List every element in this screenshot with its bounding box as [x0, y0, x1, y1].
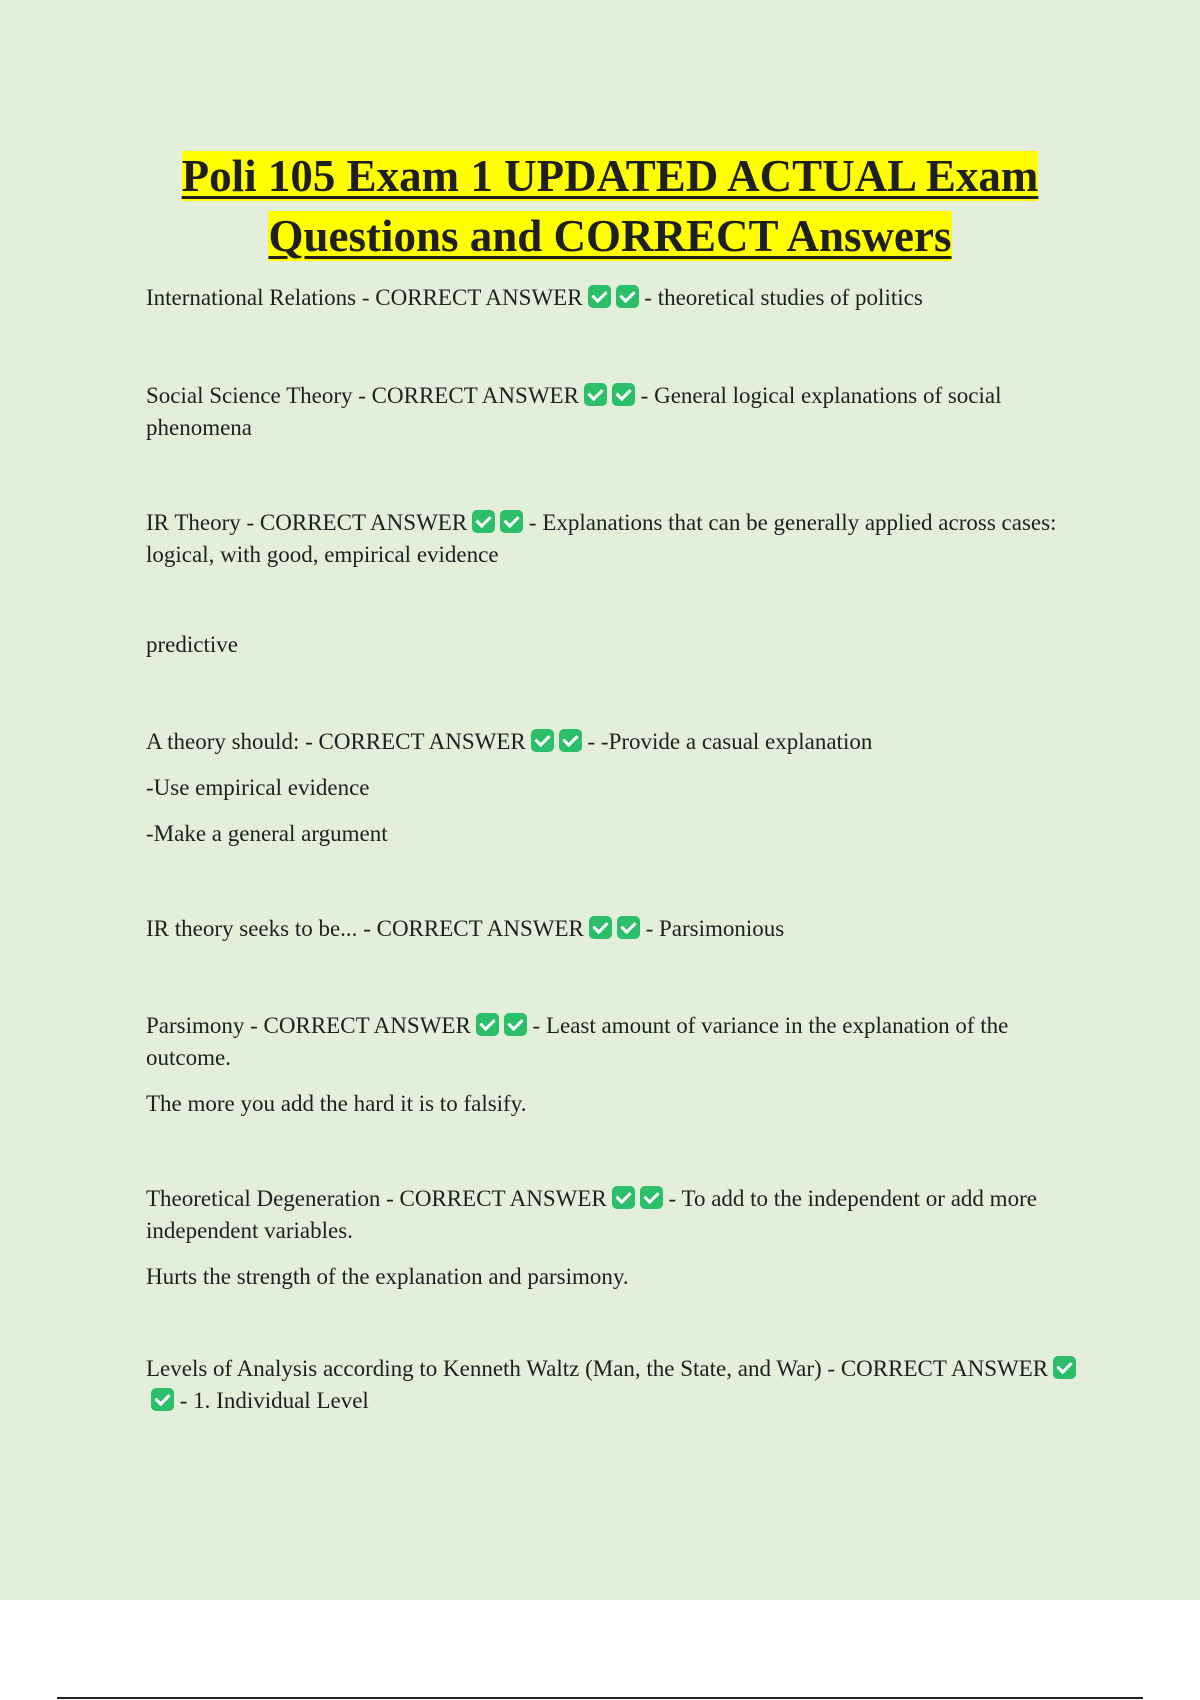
entry-term: International Relations	[146, 285, 357, 310]
check-box-icon	[617, 916, 640, 939]
check-box-icon	[476, 1013, 499, 1036]
check-box-icon	[640, 1186, 663, 1209]
entry-extra-line: predictive	[146, 632, 238, 657]
document-title	[130, 146, 1090, 266]
qa-list	[146, 282, 1096, 1417]
check-box-icon	[589, 916, 612, 939]
entry-extra-line: The more you add the hard it is to falsify.	[146, 1091, 527, 1116]
correct-answer-marker: - CORRECT ANSWER	[246, 510, 468, 535]
check-box-icon	[1053, 1356, 1076, 1379]
entry-parsimony	[146, 1010, 1096, 1074]
correct-answer-marker: - CORRECT ANSWER	[305, 729, 526, 754]
entry-ir-theory-seeks	[146, 913, 1096, 945]
entry-extra-line: -Use empirical evidence	[146, 775, 370, 800]
entry-term: Levels of Analysis according to Kenneth Waltz (Man, the State, and War)	[146, 1356, 822, 1381]
entry-term: A theory should:	[146, 729, 300, 754]
title-line-1: Poli 105 Exam 1 UPDATED ACTUAL Exam	[181, 151, 1039, 201]
check-box-icon	[531, 729, 554, 752]
entry-answer: - 1. Individual Level	[179, 1388, 369, 1413]
correct-answer-marker: - CORRECT ANSWER	[361, 285, 583, 310]
check-box-icon	[612, 383, 635, 406]
check-box-icon	[588, 285, 611, 308]
correct-answer-marker: - CORRECT ANSWER	[250, 1013, 471, 1038]
correct-answer-marker: - CORRECT ANSWER	[363, 916, 584, 941]
check-box-icon	[584, 383, 607, 406]
entry-answer: - -Provide a casual explanation	[587, 729, 873, 754]
entry-social-science-theory	[146, 380, 1096, 444]
check-box-icon	[472, 510, 495, 533]
entry-answer: - Explanations that can be generally applied across cases: logical, with good, empirical evidence	[146, 510, 1057, 567]
check-box-icon	[612, 1186, 635, 1209]
entry-term: IR Theory	[146, 510, 241, 535]
check-box-icon	[500, 510, 523, 533]
entry-answer: - Least amount of variance in the explanation of the outcome.	[146, 1013, 1009, 1070]
entry-term: Parsimony	[146, 1013, 245, 1038]
title-line-2: Questions and CORRECT Answers	[268, 211, 952, 261]
entry-extra-line: Hurts the strength of the explanation and parsimony.	[146, 1264, 629, 1289]
entry-a-theory-should	[146, 726, 1096, 758]
entry-answer: - General logical explanations of social phenomena	[146, 383, 1002, 440]
entry-ir-theory	[146, 507, 1096, 571]
check-box-icon	[559, 729, 582, 752]
entry-answer: - Parsimonious	[645, 916, 785, 941]
check-box-icon	[616, 285, 639, 308]
entry-levels-of-analysis	[146, 1353, 1096, 1417]
entry-term: Theoretical Degeneration	[146, 1186, 381, 1211]
entry-theoretical-degeneration	[146, 1183, 1096, 1247]
check-box-icon	[504, 1013, 527, 1036]
correct-answer-marker: - CORRECT ANSWER	[358, 383, 579, 408]
entry-answer: - theoretical studies of politics	[644, 285, 923, 310]
entry-international-relations	[146, 282, 1096, 314]
correct-answer-marker: - CORRECT ANSWER	[386, 1186, 607, 1211]
footer-divider	[57, 1697, 1143, 1699]
entry-term: Social Science Theory	[146, 383, 353, 408]
entry-extra-line: -Make a general argument	[146, 821, 388, 846]
correct-answer-marker: - CORRECT ANSWER	[827, 1356, 1049, 1381]
check-box-icon	[151, 1388, 174, 1411]
entry-term: IR theory seeks to be...	[146, 916, 358, 941]
entry-answer: - To add to the independent or add more independent variables.	[146, 1186, 1037, 1243]
